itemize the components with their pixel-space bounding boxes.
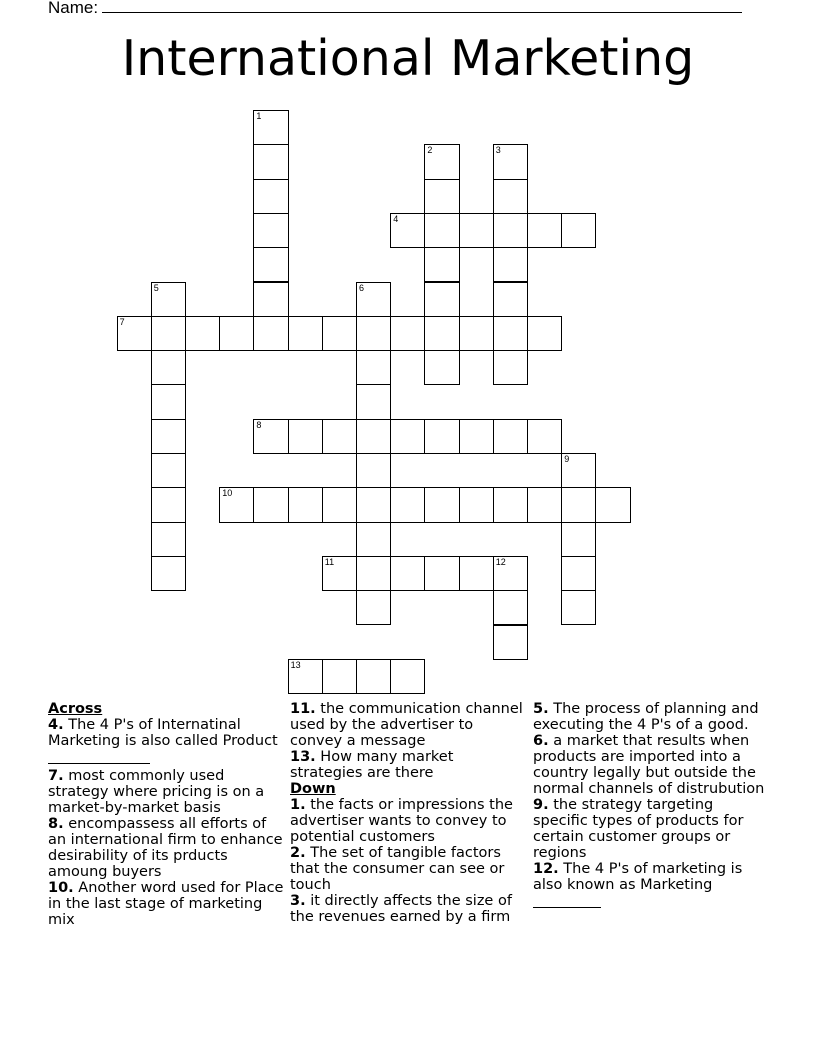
grid-cell[interactable]	[117, 316, 152, 351]
grid-cell[interactable]	[424, 247, 459, 282]
grid-cell[interactable]	[561, 213, 596, 248]
grid-cell[interactable]	[151, 453, 186, 488]
grid-cell[interactable]	[595, 487, 630, 522]
grid-cell[interactable]	[561, 590, 596, 625]
clue-number: 2	[427, 145, 433, 156]
grid-cell[interactable]	[424, 487, 459, 522]
grid-cell[interactable]	[253, 213, 288, 248]
grid-cell[interactable]	[459, 487, 494, 522]
grid-cell[interactable]	[424, 419, 459, 454]
clue	[290, 893, 526, 925]
grid-cell[interactable]	[561, 487, 596, 522]
grid-cell[interactable]	[322, 487, 357, 522]
grid-cell[interactable]	[493, 247, 528, 282]
clue	[290, 701, 526, 749]
clue	[533, 797, 769, 861]
clue-number: 6	[359, 282, 365, 293]
grid-cell[interactable]	[459, 316, 494, 351]
grid-cell[interactable]	[151, 384, 186, 419]
clue-number: 5.	[533, 701, 549, 717]
grid-cell[interactable]	[424, 316, 459, 351]
grid-cell[interactable]	[527, 213, 562, 248]
clue-number: 13	[290, 659, 301, 670]
grid-cell[interactable]	[151, 282, 186, 317]
grid-cell[interactable]	[253, 282, 288, 317]
grid-cell[interactable]	[527, 487, 562, 522]
grid-cell[interactable]	[390, 419, 425, 454]
clue	[533, 733, 769, 797]
grid-cell[interactable]	[493, 144, 528, 179]
clue-text: the strategy targeting specific types of products for certain customer groups or regions	[533, 797, 744, 861]
grid-cell[interactable]	[356, 590, 391, 625]
grid-cell[interactable]	[493, 316, 528, 351]
grid-cell[interactable]	[253, 110, 288, 145]
grid-cell[interactable]	[322, 659, 357, 694]
grid-cell[interactable]	[151, 316, 186, 351]
down-header: Down	[290, 781, 336, 797]
clue-text: How many market strategies are there	[290, 749, 454, 781]
grid-cell[interactable]	[493, 179, 528, 214]
page-title: International Marketing	[121, 30, 695, 87]
grid-cell[interactable]	[322, 556, 357, 591]
grid-cell[interactable]	[253, 179, 288, 214]
grid-cell[interactable]	[493, 213, 528, 248]
grid-cell[interactable]	[356, 384, 391, 419]
grid-cell[interactable]	[390, 556, 425, 591]
grid-cell[interactable]	[493, 590, 528, 625]
clue-number: 13.	[290, 749, 316, 765]
clue-number: 7	[119, 316, 125, 327]
clue-number: 1.	[290, 797, 306, 813]
answer-blank	[533, 893, 601, 908]
clue-number: 12.	[533, 861, 559, 877]
clues-column-2	[290, 701, 526, 925]
clue	[533, 701, 769, 733]
name-label: Name:	[48, 0, 99, 17]
grid-cell[interactable]	[424, 350, 459, 385]
clue-number: 11.	[290, 701, 316, 717]
clue	[290, 797, 526, 845]
grid-cell[interactable]	[493, 282, 528, 317]
clue	[48, 816, 284, 880]
clue-text: Another word used for Place in the last stage of marketing mix	[48, 880, 284, 928]
clue-text: it directly affects the size of the revenues earned by a firm	[290, 893, 512, 925]
grid-cell[interactable]	[253, 316, 288, 351]
grid-cell[interactable]	[219, 316, 254, 351]
grid-cell[interactable]	[151, 522, 186, 557]
grid-cell[interactable]	[493, 625, 528, 660]
grid-cell[interactable]	[424, 556, 459, 591]
grid-cell[interactable]	[424, 144, 459, 179]
clue-text: The 4 P's of marketing is also known as Marketing	[533, 861, 743, 893]
across-clue-list-continued	[290, 701, 526, 781]
clue-text: the communication channel used by the advertiser to convey a message	[290, 701, 523, 749]
grid-cell[interactable]	[561, 556, 596, 591]
grid-cell[interactable]	[356, 282, 391, 317]
clues-column-3	[533, 701, 769, 912]
grid-cell[interactable]	[253, 487, 288, 522]
grid-cell[interactable]	[356, 419, 391, 454]
clue-number: 2.	[290, 845, 306, 861]
grid-cell[interactable]	[253, 144, 288, 179]
clue-number: 10	[222, 488, 233, 499]
grid-cell[interactable]	[561, 522, 596, 557]
clue-number: 4	[393, 213, 399, 224]
grid-cell[interactable]	[322, 316, 357, 351]
grid-cell[interactable]	[356, 659, 391, 694]
grid-cell[interactable]	[253, 247, 288, 282]
clue	[48, 768, 284, 816]
across-clue-list	[48, 717, 284, 928]
grid-cell[interactable]	[288, 487, 323, 522]
clue	[533, 861, 769, 912]
clue	[290, 749, 526, 781]
clue-number: 1	[256, 111, 262, 121]
grid-cell[interactable]	[527, 419, 562, 454]
grid-cell[interactable]	[356, 522, 391, 557]
grid-cell[interactable]	[356, 487, 391, 522]
down-clue-list	[290, 797, 526, 925]
grid-cell[interactable]	[390, 213, 425, 248]
clue	[48, 880, 284, 928]
across-header: Across	[48, 701, 103, 717]
clue-text: the facts or impressions the advertiser wants to convey to potential customers	[290, 797, 513, 845]
clue	[290, 845, 526, 893]
grid-cell[interactable]	[356, 350, 391, 385]
grid-cell[interactable]	[356, 316, 391, 351]
grid-cell[interactable]	[424, 213, 459, 248]
grid-cell[interactable]	[151, 419, 186, 454]
clue-number: 9.	[533, 797, 549, 813]
clue-number: 11	[324, 556, 335, 567]
grid-cell[interactable]	[253, 419, 288, 454]
grid-cell[interactable]	[390, 487, 425, 522]
clue-number: 4.	[48, 717, 64, 733]
clues-column-1	[48, 701, 284, 928]
grid-cell[interactable]	[390, 659, 425, 694]
grid-cell[interactable]	[561, 453, 596, 488]
clue-number: 8.	[48, 816, 64, 832]
grid-cell[interactable]	[322, 419, 357, 454]
down-clue-list-continued	[533, 701, 769, 912]
grid-cell[interactable]	[288, 316, 323, 351]
clue-number: 9	[564, 454, 570, 464]
clue-number: 7.	[48, 768, 64, 784]
clue-number: 12	[495, 556, 506, 567]
answer-blank	[48, 749, 150, 764]
grid-cell[interactable]	[493, 556, 528, 591]
grid-cell[interactable]	[288, 419, 323, 454]
grid-cell[interactable]	[424, 179, 459, 214]
clue-text: encompassess all efforts of an international firm to enhance desirability of its prducts amoung buyers	[48, 816, 283, 880]
grid-cell[interactable]	[151, 350, 186, 385]
grid-cell[interactable]	[151, 487, 186, 522]
grid-cell[interactable]	[288, 659, 323, 694]
grid-cell[interactable]	[390, 316, 425, 351]
grid-cell[interactable]	[185, 316, 220, 351]
grid-cell[interactable]	[493, 487, 528, 522]
grid-cell[interactable]	[459, 556, 494, 591]
clue-text: The 4 P's of Internatinal Marketing is also called Product	[48, 717, 278, 749]
clue-number: 3.	[290, 893, 306, 909]
grid-cell[interactable]	[493, 419, 528, 454]
clue-text: The process of planning and executing the 4 P's of a good.	[533, 701, 759, 733]
clue-text: most commonly used strategy where pricing is on a market-by-market basis	[48, 768, 265, 816]
grid-cell[interactable]	[356, 556, 391, 591]
clue-text: The set of tangible factors that the consumer can see or touch	[290, 845, 505, 893]
grid-cell[interactable]	[219, 487, 254, 522]
clue-number: 3	[495, 145, 501, 156]
clue-text: a market that results when products are imported into a country legally but outside the normal channels of distrubution	[533, 733, 765, 797]
clue	[48, 717, 284, 768]
grid-cell[interactable]	[151, 556, 186, 591]
grid-cell[interactable]	[459, 213, 494, 248]
grid-cell[interactable]	[424, 282, 459, 317]
grid-cell[interactable]	[527, 316, 562, 351]
grid-cell[interactable]	[356, 453, 391, 488]
clue-number: 6.	[533, 733, 549, 749]
clue-number: 10.	[48, 880, 74, 896]
clue-number: 5	[153, 282, 159, 293]
grid-cell[interactable]	[459, 419, 494, 454]
grid-cell[interactable]	[493, 350, 528, 385]
clue-number: 8	[256, 419, 262, 430]
